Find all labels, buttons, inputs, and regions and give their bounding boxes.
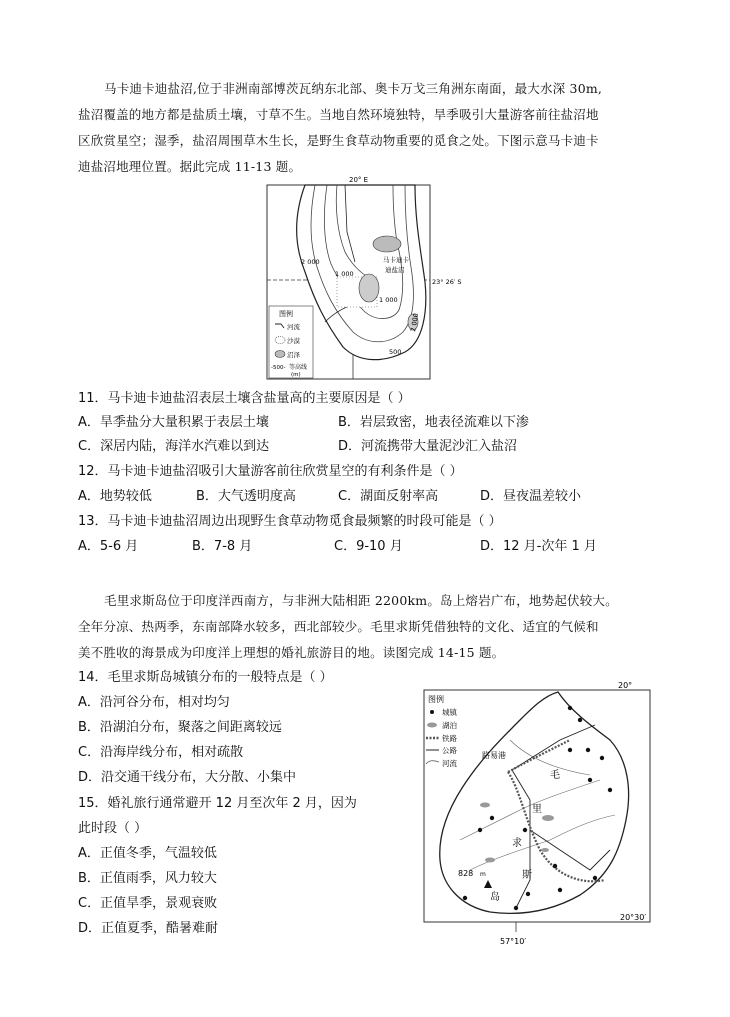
legend-item: 沼泽 <box>287 351 300 359</box>
peak-unit: m <box>480 871 486 878</box>
q11-option-a[interactable]: A．旱季盐分大量积累于表层土壤 <box>78 415 269 430</box>
q11-stem: 11．马卡迪卡迪盐沼表层土壤含盐量高的主要原因是（ ） <box>78 391 411 406</box>
q13-option-a[interactable]: A．5-6 月 <box>78 539 139 554</box>
q12-stem: 12．马卡迪卡迪盐沼吸引大量游客前往欣赏星空的有利条件是（ ） <box>78 464 463 479</box>
q15-option-b[interactable]: B．正值雨季，风力较大 <box>78 871 217 886</box>
mauritius-map <box>420 680 670 950</box>
contour-label: 2 000 <box>409 312 421 333</box>
legend-title: 图例 <box>279 310 293 318</box>
q14-stem: 14．毛里求斯岛城镇分布的一般特点是（ ） <box>78 670 333 685</box>
q14-option-a[interactable]: A．沿河谷分布，相对均匀 <box>78 695 230 710</box>
legend-item: 城镇 <box>442 708 457 717</box>
legend-item: 湖泊 <box>442 721 457 730</box>
island-name-char: 岛 <box>490 892 500 903</box>
island-name-char: 里 <box>532 804 542 815</box>
q11-option-c[interactable]: C．深居内陆，海洋水汽难以到达 <box>78 439 270 454</box>
q12-option-b[interactable]: B．大气透明度高 <box>196 489 296 504</box>
legend-item: 河流 <box>287 323 300 331</box>
lake <box>541 848 549 852</box>
lake <box>480 803 490 808</box>
passage-2-line: 毛里求斯岛位于印度洋西南方，与非洲大陆相距 2200km。岛上熔岩广布，地势起伏较大。 <box>104 593 618 608</box>
map1-lat-label: 23° 26′ S <box>432 278 462 286</box>
map1-lon-label: 20° E <box>349 176 369 184</box>
legend-item: (m) <box>291 372 301 378</box>
q11-option-d[interactable]: D．河流携带大量泥沙汇入盐沼 <box>338 439 518 454</box>
island-name-char: 求 <box>512 838 522 849</box>
q12-option-a[interactable]: A．地势较低 <box>78 489 152 504</box>
port-label: 路易港 <box>482 751 506 760</box>
passage-1-line: 迪盐沼地理位置。据此完成 11-13 题。 <box>78 159 302 174</box>
marsh-legend-icon <box>275 351 285 358</box>
contour-label: 1 000 <box>335 270 354 278</box>
passage-1-line: 区欣赏星空；湿季，盐沼周围草木生长，是野生食草动物重要的觅食之处。下图示意马卡迪卡 <box>78 133 599 148</box>
passage-1-line: 盐沼覆盖的地方都是盐质土壤，寸草不生。当地自然环境独特，旱季吸引大量游客前往盐沼地 <box>78 107 599 122</box>
passage-1 <box>78 76 668 180</box>
q12-option-d[interactable]: D．昼夜温差较小 <box>480 489 582 504</box>
contour-label: 2 000 <box>301 258 320 266</box>
q14-option-b[interactable]: B．沿湖泊分布，聚落之间距离较远 <box>78 720 282 735</box>
q15-option-c[interactable]: C．正值旱季，景观衰败 <box>78 896 218 911</box>
place-label: 迪盐沼 <box>385 266 405 274</box>
passage-2 <box>78 588 678 666</box>
q13-option-d[interactable]: D．12 月-次年 1 月 <box>480 539 597 554</box>
q15-stem-cont: 此时段（ ） <box>78 821 148 836</box>
legend-item: 沙漠 <box>287 337 300 345</box>
passage-2-line: 全年分凉、热两季，东南部降水较多，西北部较少。毛里求斯凭借独特的文化、适宜的气候和 <box>78 619 599 634</box>
q13-option-c[interactable]: C．9-10 月 <box>334 539 403 554</box>
town-legend-icon <box>430 710 434 714</box>
lake-legend-icon <box>427 723 437 728</box>
passage-2-line: 美不胜收的海景成为印度洋上理想的婚礼旅游目的地。读图完成 14-15 题。 <box>78 645 505 660</box>
peak-label: 828 <box>458 869 474 878</box>
q14-option-c[interactable]: C．沿海岸线分布，相对疏散 <box>78 745 244 760</box>
q13-stem: 13．马卡迪卡迪盐沼周边出现野生食草动物觅食最频繁的时段可能是（ ） <box>78 514 502 529</box>
q12-option-c[interactable]: C．湖面反射率高 <box>338 489 439 504</box>
q15-stem: 15．婚礼旅行通常避开 12 月至次年 2 月，因为 <box>78 796 357 811</box>
lat-bottom-label: 20°30′ <box>620 913 647 922</box>
island-name-char: 毛 <box>550 770 560 781</box>
makgadikgadi-map <box>265 172 475 382</box>
lake <box>485 858 495 863</box>
lat-top-label: 20° <box>618 681 633 690</box>
contour-label: 1 000 <box>379 296 398 304</box>
q15-option-d[interactable]: D．正值夏季，酷暑难耐 <box>78 921 219 936</box>
legend-item: 铁路 <box>442 734 457 743</box>
contour-legend-value: -500- <box>271 365 286 371</box>
legend-title: 图例 <box>428 695 444 704</box>
q14-option-d[interactable]: D．沿交通干线分布，大分散、小集中 <box>78 770 297 785</box>
legend-item: 公路 <box>442 746 457 755</box>
legend-item: 等高线 <box>289 364 308 371</box>
q11-option-b[interactable]: B．岩层致密，地表径流难以下渗 <box>338 415 529 430</box>
desert-legend-icon <box>275 337 285 344</box>
salt-pan-marsh <box>373 236 401 252</box>
salt-pan-marsh <box>359 274 379 302</box>
lake <box>542 815 554 821</box>
q13-option-b[interactable]: B．7-8 月 <box>192 539 253 554</box>
passage-1-line: 马卡迪卡迪盐沼,位于非洲南部博茨瓦纳东北部、奥卡万戈三角洲东南面，最大水深 30m, <box>104 81 603 96</box>
q15-option-a[interactable]: A．正值冬季，气温较低 <box>78 846 217 861</box>
place-label: 马卡迪卡 <box>383 256 409 264</box>
island-name-char: 斯 <box>522 870 532 881</box>
lon-bottom-label: 57°10′ <box>500 937 527 946</box>
legend-item: 河流 <box>442 759 457 768</box>
contour-label: 500 <box>389 348 402 356</box>
